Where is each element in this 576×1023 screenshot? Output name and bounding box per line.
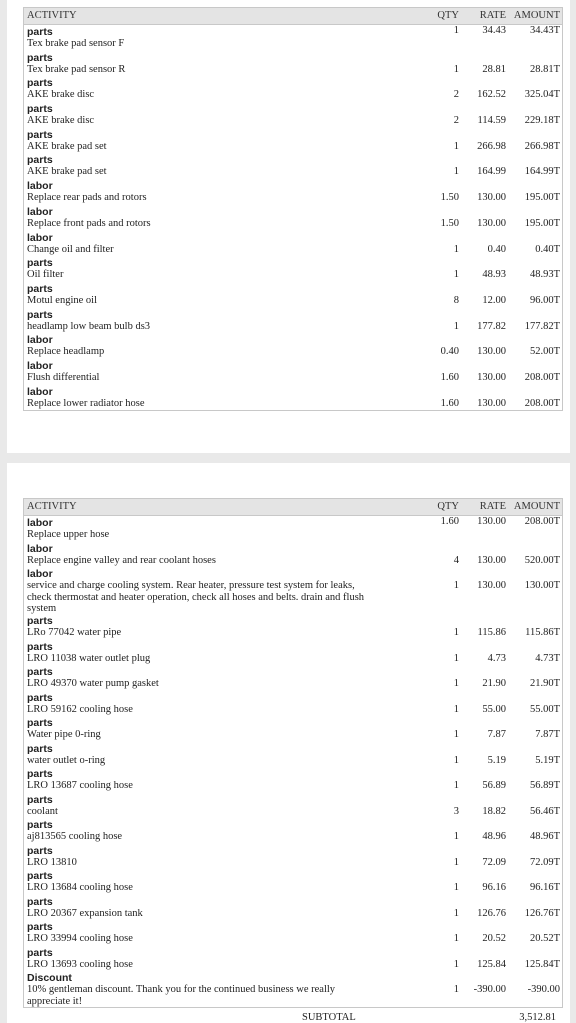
item-qty: 2	[453, 115, 459, 127]
item-qty: 8	[453, 294, 459, 306]
item-qty: 1	[453, 166, 459, 178]
item-rate: 266.98	[477, 140, 506, 152]
table-row	[24, 614, 562, 640]
item-amount: 96.00T	[529, 294, 560, 306]
item-type: parts	[27, 793, 53, 806]
header-amount: AMOUNT	[513, 501, 560, 512]
item-type: labor	[27, 231, 53, 244]
header-activity: ACTIVITY	[27, 10, 77, 21]
item-rate: 114.59	[477, 115, 506, 127]
item-type: parts	[27, 895, 53, 908]
item-description: LRO 13693 cooling hose	[27, 958, 133, 970]
item-description: Replace front pads and rotors	[27, 217, 151, 229]
item-qty: 1	[453, 907, 459, 919]
item-rate: 55.00	[482, 703, 506, 715]
item-description: AKE brake pad set	[27, 140, 107, 152]
item-rate: 28.81	[482, 63, 506, 75]
table-row	[24, 818, 562, 844]
table-row	[24, 25, 562, 51]
table-row	[24, 256, 562, 282]
item-amount: 115.86T	[525, 627, 560, 638]
item-qty: 1	[453, 831, 459, 842]
item-description: LRO 11038 water outlet plug	[27, 652, 151, 664]
header-activity: ACTIVITY	[27, 501, 77, 512]
item-type: labor	[27, 334, 53, 347]
item-amount: 177.82T	[524, 320, 560, 332]
table-row	[24, 946, 562, 972]
item-type: parts	[27, 666, 53, 678]
item-qty: 3	[453, 805, 459, 817]
item-type: parts	[27, 51, 53, 64]
item-description: LRO 13810	[27, 856, 77, 868]
item-qty: 1.60	[440, 516, 459, 527]
item-description: AKE brake disc	[27, 89, 95, 101]
item-qty: 1	[453, 678, 459, 689]
item-amount: 208.00T	[524, 397, 560, 409]
item-amount: 7.87T	[535, 729, 560, 740]
item-type: parts	[27, 615, 53, 627]
item-description: Flush differential	[27, 371, 100, 383]
table-row	[24, 742, 562, 768]
table-row	[24, 691, 562, 717]
item-type: parts	[27, 768, 53, 780]
table-row	[24, 716, 562, 742]
table-row	[24, 179, 562, 205]
table-row	[24, 869, 562, 895]
item-amount: 208.00T	[524, 516, 560, 527]
item-description: Replace headlamp	[27, 346, 105, 358]
item-rate: 130.00	[477, 516, 506, 527]
item-amount: 5.19T	[535, 754, 560, 766]
table-row	[24, 385, 562, 411]
item-amount: 195.00T	[524, 192, 560, 204]
item-amount: 72.09T	[529, 856, 560, 868]
item-qty: 4	[453, 554, 459, 566]
table-row	[24, 640, 562, 666]
subtotal-value: 3,512.81	[519, 1012, 556, 1023]
item-type: parts	[27, 946, 53, 959]
item-amount: 130.00T	[524, 580, 560, 591]
table-row	[24, 102, 562, 128]
item-amount: -390.00	[527, 984, 560, 995]
table-body	[23, 25, 563, 411]
table-row	[24, 665, 562, 691]
table-row	[24, 844, 562, 870]
item-type: parts	[27, 103, 53, 116]
item-qty: 2	[453, 89, 459, 101]
item-description: LRO 59162 cooling hose	[27, 703, 133, 715]
item-qty: 1	[453, 63, 459, 75]
item-rate: 48.96	[482, 831, 506, 842]
item-description: coolant	[27, 805, 58, 817]
item-amount: 0.40T	[535, 243, 560, 255]
item-type: parts	[27, 257, 53, 270]
item-type: parts	[27, 26, 53, 38]
item-amount: 125.84T	[524, 958, 560, 970]
header-rate: RATE	[479, 501, 506, 512]
table-row	[24, 920, 562, 946]
item-description: Replace engine valley and rear coolant hoses	[27, 554, 216, 566]
table-row	[24, 333, 562, 359]
item-amount: 55.00T	[529, 703, 560, 715]
item-amount: 229.18T	[524, 115, 560, 127]
table-header	[23, 7, 563, 25]
item-type: parts	[27, 308, 53, 321]
item-type: labor	[27, 517, 53, 529]
item-description: Oil filter	[27, 269, 64, 281]
item-rate: 56.89	[482, 780, 506, 791]
item-rate: 164.99	[477, 166, 506, 178]
item-type: labor	[27, 385, 53, 398]
item-description: Change oil and filter	[27, 243, 114, 255]
item-rate: 130.00	[477, 217, 506, 229]
table-header	[23, 498, 563, 516]
item-qty: 1.60	[440, 371, 459, 383]
table-row	[24, 308, 562, 334]
table-row	[24, 76, 562, 102]
item-qty: 1	[453, 984, 459, 995]
item-description: LRO 49370 water pump gasket	[27, 678, 159, 689]
item-qty: 1	[453, 933, 459, 944]
item-qty: 1	[453, 320, 459, 332]
item-rate: 125.84	[477, 958, 506, 970]
item-rate: 130.00	[477, 192, 506, 204]
item-qty: 1	[453, 958, 459, 970]
item-description: Tex brake pad sensor R	[27, 63, 126, 75]
item-description: LRO 13684 cooling hose	[27, 882, 133, 893]
item-description: Replace upper hose	[27, 529, 110, 540]
item-type: Discount	[27, 972, 72, 984]
item-type: parts	[27, 640, 53, 653]
item-rate: 18.82	[482, 805, 506, 817]
header-qty: QTY	[437, 501, 459, 512]
item-amount: 266.98T	[524, 140, 560, 152]
item-type: labor	[27, 542, 53, 555]
item-amount: 96.16T	[529, 882, 560, 893]
item-qty: 1	[453, 627, 459, 638]
item-qty: 1.50	[440, 217, 459, 229]
item-qty: 1	[453, 882, 459, 893]
item-description: Water pipe 0-ring	[27, 729, 101, 740]
table-row	[24, 153, 562, 179]
item-rate: 12.00	[482, 294, 506, 306]
item-amount: 21.90T	[529, 678, 560, 689]
item-rate: 21.90	[482, 678, 506, 689]
table-row	[24, 767, 562, 793]
item-amount: 325.04T	[524, 89, 560, 101]
item-description: headlamp low beam bulb ds3	[27, 320, 151, 332]
header-amount: AMOUNT	[513, 10, 560, 21]
item-qty: 1	[453, 856, 459, 868]
subtotal-label: SUBTOTAL	[302, 1012, 356, 1023]
item-qty: 0.40	[440, 346, 459, 358]
item-type: labor	[27, 359, 53, 372]
item-amount: 20.52T	[529, 933, 560, 944]
item-rate: 130.00	[477, 397, 506, 409]
item-description: Tex brake pad sensor F	[27, 38, 125, 49]
item-description: Replace rear pads and rotors	[27, 192, 147, 204]
item-amount: 52.00T	[529, 346, 560, 358]
item-description: Replace lower radiator hose	[27, 397, 145, 409]
item-description: Motul engine oil	[27, 294, 97, 306]
item-qty: 1	[453, 243, 459, 255]
item-qty: 1	[453, 269, 459, 281]
item-rate: 130.00	[477, 371, 506, 383]
item-amount: 195.00T	[524, 217, 560, 229]
item-rate: 115.86	[477, 627, 506, 638]
item-qty: 1	[453, 729, 459, 740]
item-type: parts	[27, 870, 53, 882]
item-rate: 20.52	[482, 933, 506, 944]
item-amount: 34.43T	[529, 25, 560, 36]
header-qty: QTY	[437, 10, 459, 21]
table-row	[24, 516, 562, 542]
item-qty: 1.60	[440, 397, 459, 409]
item-amount: 56.89T	[529, 780, 560, 791]
table-row	[24, 542, 562, 568]
item-rate: 5.19	[487, 754, 506, 766]
item-amount: 28.81T	[529, 63, 560, 75]
item-rate: 126.76	[477, 907, 506, 919]
invoice-page-2	[7, 463, 570, 1023]
table-row	[24, 895, 562, 921]
item-description: LRO 20367 expansion tank	[27, 907, 143, 919]
table-row	[24, 128, 562, 154]
item-type: labor	[27, 205, 53, 218]
item-rate: 48.93	[482, 269, 506, 281]
item-rate: 130.00	[477, 554, 506, 566]
item-rate: 177.82	[477, 320, 506, 332]
item-description: water outlet o-ring	[27, 754, 106, 766]
item-qty: 1	[453, 780, 459, 791]
item-description: 10% gentleman discount. Thank you for the continued business we really appreciate it!	[27, 984, 336, 1007]
item-description: LRO 13687 cooling hose	[27, 780, 133, 791]
table-row	[24, 971, 562, 1007]
item-rate: 7.87	[487, 729, 506, 740]
item-amount: 56.46T	[529, 805, 560, 817]
item-type: parts	[27, 742, 53, 755]
item-qty: 1	[453, 703, 459, 715]
activity-table	[23, 7, 563, 411]
item-type: parts	[27, 128, 53, 141]
item-amount: 48.96T	[529, 831, 560, 842]
item-type: parts	[27, 844, 53, 857]
table-row	[24, 793, 562, 819]
header-rate: RATE	[479, 10, 506, 21]
item-type: parts	[27, 717, 53, 729]
item-amount: 208.00T	[524, 371, 560, 383]
item-amount: 4.73T	[535, 652, 560, 664]
item-type: parts	[27, 282, 53, 295]
table-row	[24, 205, 562, 231]
item-amount: 48.93T	[529, 269, 560, 281]
table-row	[24, 282, 562, 308]
item-amount: 164.99T	[524, 166, 560, 178]
table-row	[24, 359, 562, 385]
item-rate: 130.00	[477, 580, 506, 591]
item-description: service and charge cooling system. Rear heater, pressure test system for leaks, check thermostat and heater operation, check all hoses and belts. drain and flush system	[27, 580, 365, 614]
item-amount: 520.00T	[524, 554, 560, 566]
item-type: parts	[27, 77, 53, 90]
item-type: labor	[27, 568, 53, 580]
table-row	[24, 567, 562, 614]
item-type: parts	[27, 921, 53, 933]
item-rate: 0.40	[487, 243, 506, 255]
item-type: labor	[27, 180, 53, 193]
item-amount: 126.76T	[524, 907, 560, 919]
item-description: aj813565 cooling hose	[27, 831, 123, 842]
item-description: AKE brake disc	[27, 115, 95, 127]
item-qty: 1	[453, 25, 459, 36]
invoice-page-1	[7, 0, 570, 453]
item-rate: 4.73	[487, 652, 506, 664]
item-qty: 1	[453, 754, 459, 766]
item-rate: 34.43	[482, 25, 506, 36]
table-body	[23, 516, 563, 1008]
item-description: LRO 33994 cooling hose	[27, 933, 133, 944]
item-qty: 1	[453, 140, 459, 152]
item-description: AKE brake pad set	[27, 166, 107, 178]
item-qty: 1	[453, 652, 459, 664]
item-type: parts	[27, 154, 53, 167]
table-row	[24, 231, 562, 257]
item-rate: 96.16	[482, 882, 506, 893]
table-row	[24, 51, 562, 77]
item-rate: 162.52	[477, 89, 506, 101]
item-qty: 1.50	[440, 192, 459, 204]
item-type: parts	[27, 819, 53, 831]
item-qty: 1	[453, 580, 459, 591]
item-rate: 130.00	[477, 346, 506, 358]
item-rate: 72.09	[482, 856, 506, 868]
item-type: parts	[27, 691, 53, 704]
item-description: LRo 77042 water pipe	[27, 627, 122, 638]
item-rate: -390.00	[473, 984, 506, 995]
activity-table	[23, 498, 563, 1008]
